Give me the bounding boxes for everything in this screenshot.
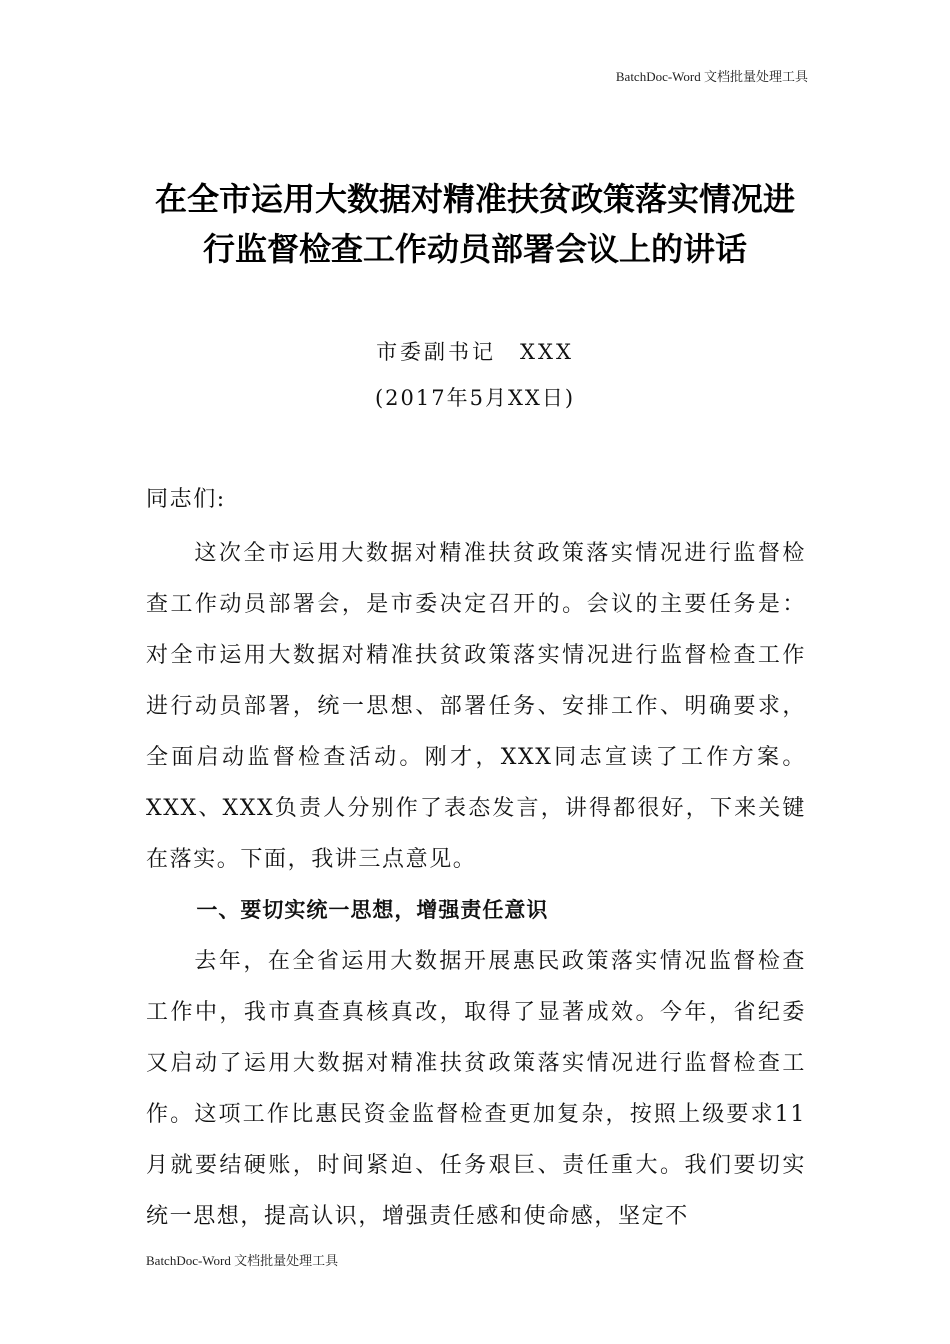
section-heading-1: 一、要切实统一思想，增强责任意识 xyxy=(196,898,549,922)
page-header-note: BatchDoc-Word 文档批量处理工具 xyxy=(615,69,808,84)
paragraph-intro: 这次全市运用大数据对精准扶贫政策落实情况进行监督检查工作动员部署会，是市委决定召开的。会议的主要任务是：对全市运用大数据对精准扶贫政策落实情况进行监督检查工作进行动员部署，统一思想、部署任务、安排工作、明确要求，全面启动监督检查活动。刚才，XXX同志宣读了工作方案。XXX、XXX负责人分别作了表态发言，讲得都很好，下来关键在落实。下面，我讲三点意见。 xyxy=(146,541,806,872)
document-date: (2017年5月XX日) xyxy=(374,386,576,410)
page-footer-note: BatchDoc-Word 文档批量处理工具 xyxy=(146,1253,339,1268)
document-author: 市委副书记 XXX xyxy=(376,340,574,364)
document-body xyxy=(146,474,806,1242)
paragraph-section-1: 去年，在全省运用大数据开展惠民政策落实情况监督检查工作中，我市真查真核真改，取得了显著成效。今年，省纪委又启动了运用大数据对精准扶贫政策落实情况进行监督检查工作。这项工作比惠民资金监督检查更加复杂，按照上级要求11月就要结硬账，时间紧迫、任务艰巨、责任重大。我们要切实统一思想，提高认识，增强责任感和使命感，坚定不 xyxy=(146,949,806,1229)
salutation: 同志们: xyxy=(146,487,226,512)
document-title: 在全市运用大数据对精准扶贫政策落实情况进行监督检查工作动员部署会议上的讲话 xyxy=(154,180,795,268)
